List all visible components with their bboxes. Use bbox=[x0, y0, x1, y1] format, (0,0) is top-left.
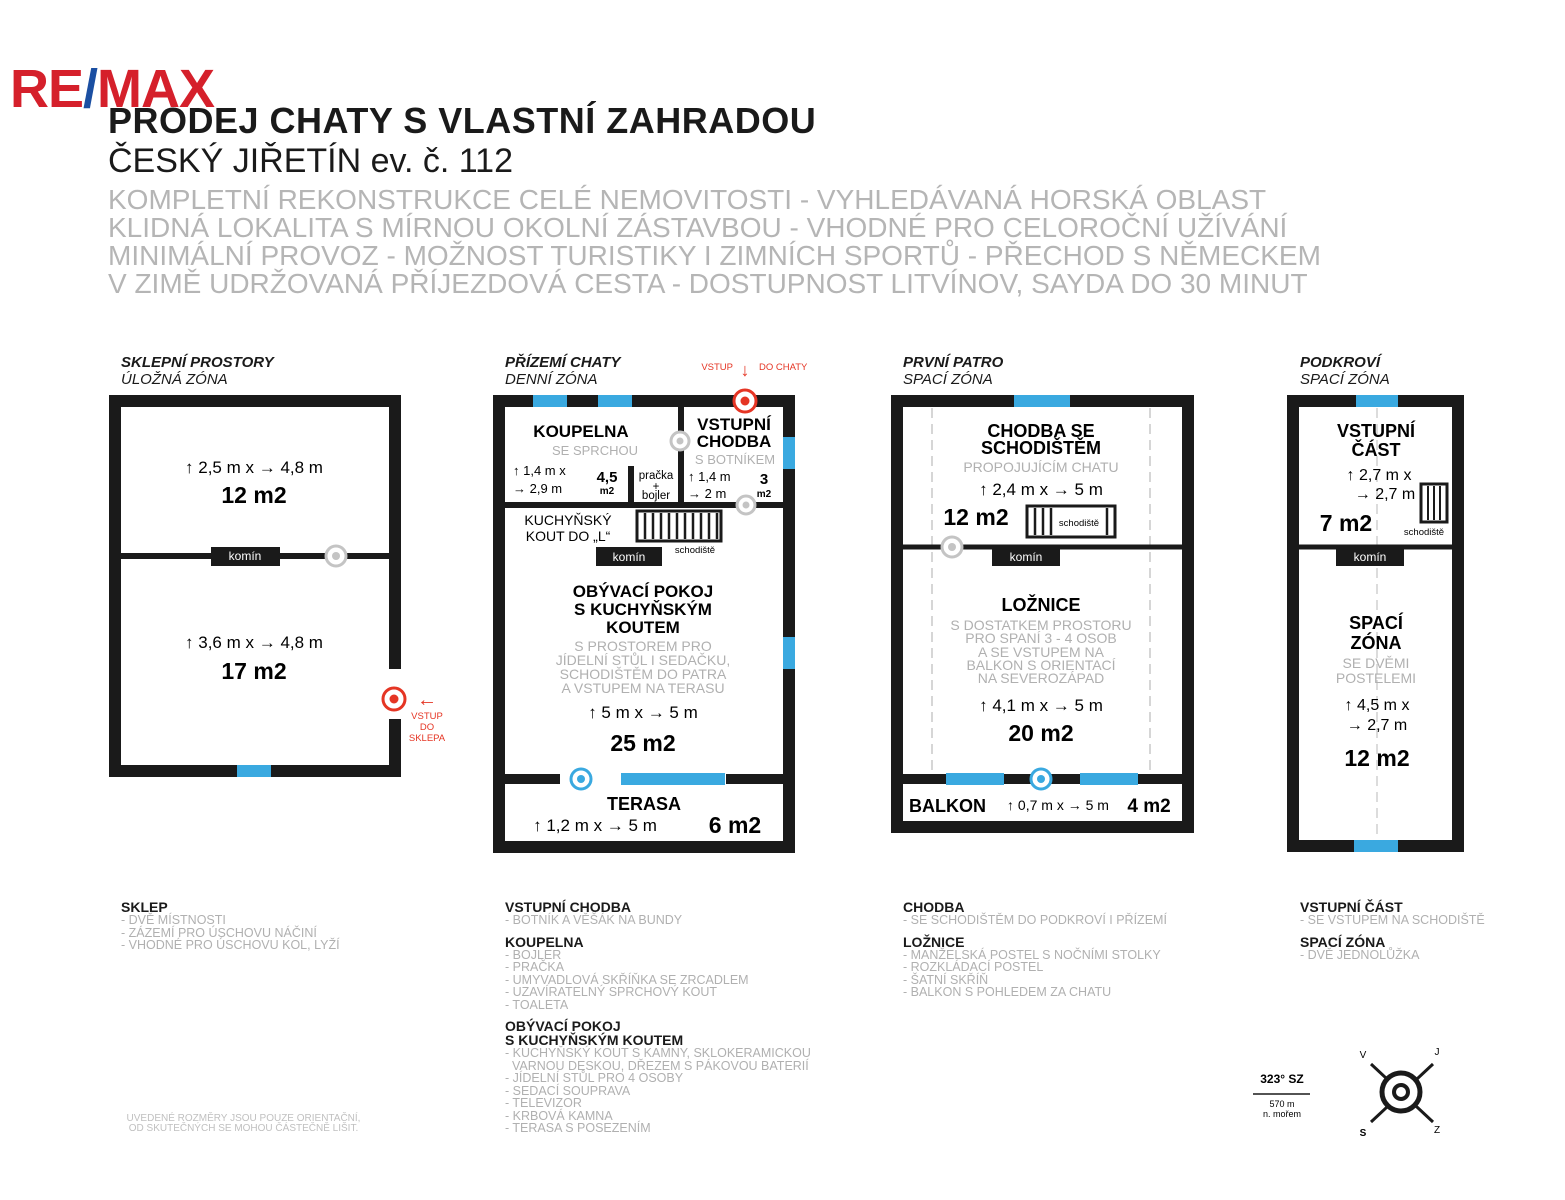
stairs-label: schodiště bbox=[1058, 518, 1100, 529]
room-area-unit: m2 bbox=[599, 486, 615, 497]
room-dims: ↑ 1,4 m x bbox=[513, 463, 566, 478]
room-name: KOUTEM bbox=[606, 618, 680, 637]
room-area: 20 m2 bbox=[1008, 720, 1074, 746]
room-area: 25 m2 bbox=[610, 730, 676, 756]
room-area: 12 m2 bbox=[221, 482, 287, 508]
page-subtitle: ČESKÝ JIŘETÍN ev. č. 112 bbox=[108, 142, 513, 180]
room-dims: → 2,7 m bbox=[1346, 717, 1408, 734]
desc-item: - SE SCHODIŠTĚM DO PODKROVÍ I PŘÍZEMÍ bbox=[903, 913, 1167, 927]
desc-item: - DVĚ MÍSTNOSTI bbox=[121, 913, 226, 927]
room-name: KOUPELNA bbox=[533, 422, 629, 441]
compass-label: J bbox=[1434, 1047, 1440, 1058]
room-sub: A SE VSTUPEM NA bbox=[977, 644, 1105, 660]
room-sub: PRO SPANÍ 3 - 4 OSOB bbox=[965, 630, 1117, 646]
desc-item: - KRBOVÁ KAMNA bbox=[505, 1108, 613, 1123]
compass bbox=[1253, 1047, 1440, 1139]
room-name: CHODBA SE bbox=[987, 421, 1095, 441]
window bbox=[946, 773, 1004, 785]
section-subtitle: ÚLOŽNÁ ZÓNA bbox=[121, 371, 228, 388]
room-name: ČÁST bbox=[1351, 440, 1401, 460]
desc-item: - SEDACÍ SOUPRAVA bbox=[505, 1083, 631, 1098]
room-name: LOŽNICE bbox=[1001, 595, 1081, 615]
room-name: S KUCHYŇSKÝM bbox=[574, 600, 712, 619]
kitchen-label: KUCHYŇSKÝ bbox=[524, 512, 612, 528]
desc-heading: LOŽNICE bbox=[903, 933, 965, 950]
room-sub: SCHODIŠTĚM DO PATRA bbox=[559, 666, 727, 682]
room-area: 17 m2 bbox=[221, 658, 287, 684]
window bbox=[1356, 395, 1398, 407]
orientation-label: 323° SZ bbox=[1260, 1072, 1304, 1086]
desc-item: - BALKON S POHLEDEM ZA CHATU bbox=[903, 985, 1112, 999]
entrance-label: DO bbox=[419, 722, 435, 733]
room-sub: A VSTUPEM NA TERASU bbox=[561, 680, 725, 696]
laundry-label: pračka bbox=[638, 470, 674, 482]
window bbox=[1014, 395, 1070, 407]
room-name: BALKON bbox=[909, 796, 986, 816]
page-title: PRODEJ CHATY S VLASTNÍ ZAHRADOU bbox=[108, 100, 817, 141]
chimney-label: komín bbox=[1353, 550, 1387, 564]
room-sub: NA SEVEROZÁPAD bbox=[977, 670, 1105, 686]
entrance-marker-icon bbox=[390, 695, 399, 704]
desc-heading: SPACÍ ZÓNA bbox=[1300, 933, 1386, 950]
stairs-label: schodiště bbox=[1403, 527, 1445, 538]
section-subtitle: DENNÍ ZÓNA bbox=[505, 371, 598, 388]
room-dims: ↑ 2,4 m x → 5 m bbox=[979, 480, 1103, 499]
ground-floor-plan bbox=[499, 360, 808, 847]
altitude-label: 570 m bbox=[1269, 1099, 1295, 1109]
section-title: PŘÍZEMÍ CHATY bbox=[505, 354, 621, 371]
disclaimer-line: OD SKUTEČNÝCH SE MOHOU ČÁSTEČNĚ LIŠIT. bbox=[128, 1123, 359, 1134]
kitchen-label: KOUT DO „L“ bbox=[525, 528, 611, 544]
room-sub: S BOTNÍKEM bbox=[694, 452, 776, 467]
feature-line: KLIDNÁ LOKALITA S MÍRNOU OKOLNÍ ZÁSTAVBOU - VHODNÉ PRO CELOROČNÍ UŽÍVÁNÍ bbox=[108, 212, 1288, 243]
desc-heading: VSTUPNÍ CHODBA bbox=[505, 899, 632, 915]
room-area: 4,5 bbox=[596, 469, 618, 486]
entrance-label: VSTUP bbox=[701, 362, 733, 373]
room-area-unit: m2 bbox=[756, 489, 772, 500]
chimney-label: komín bbox=[1009, 550, 1043, 564]
room-dims: ↑ 5 m x → 5 m bbox=[588, 703, 698, 722]
balcony-door-marker-icon bbox=[1037, 775, 1045, 783]
desc-column-basement bbox=[121, 900, 340, 952]
room-dims: ↑ 0,7 m x → 5 m bbox=[1007, 797, 1109, 813]
room-dims: → 2,7 m bbox=[1354, 486, 1416, 503]
drain-icon bbox=[677, 438, 684, 445]
arrow-left-icon: ← bbox=[417, 689, 437, 711]
desc-column-ground bbox=[505, 900, 811, 1135]
terrace-door-marker-icon bbox=[577, 775, 585, 783]
room-name: VSTUPNÍ bbox=[697, 415, 771, 434]
drain-icon bbox=[948, 543, 956, 551]
desc-item: VARNOU DESKOU, DŘEZEM S PÁKOVOU BATERIÍ bbox=[505, 1058, 809, 1073]
room-area: 12 m2 bbox=[1344, 745, 1410, 771]
room-sub: PROPOJUJÍCÍM CHATU bbox=[963, 459, 1119, 475]
room-dims: → 2 m bbox=[688, 486, 727, 501]
window bbox=[783, 637, 795, 669]
remax-logo: RE/MAX bbox=[10, 59, 215, 119]
desc-heading: CHODBA bbox=[903, 899, 965, 915]
room-sub: SE SPRCHOU bbox=[552, 443, 638, 458]
room-name: VSTUPNÍ bbox=[1336, 421, 1416, 441]
desc-item: - KUCHYŇSKÝ KOUT S KAMNY, SKLOKERAMICKOU bbox=[505, 1046, 811, 1060]
room-name: ZÓNA bbox=[1350, 633, 1402, 653]
compass-label: V bbox=[1359, 1050, 1367, 1061]
room-name: OBÝVACÍ POKOJ bbox=[572, 582, 714, 601]
feature-line: KOMPLETNÍ REKONSTRUKCE CELÉ NEMOVITOSTI - VYHLEDÁVANÁ HORSKÁ OBLAST bbox=[108, 184, 1267, 215]
first-floor-plan bbox=[897, 395, 1188, 827]
drain-icon bbox=[743, 502, 750, 509]
laundry-label: + bbox=[652, 481, 660, 493]
desc-item: - UMYVADLOVÁ SKŘÍŇKA SE ZRCADLEM bbox=[505, 972, 749, 987]
desc-item: - UZAVÍRATELNÝ SPRCHOVÝ KOUT bbox=[505, 985, 718, 999]
window bbox=[598, 395, 632, 407]
room-sub: POSTELEMI bbox=[1335, 670, 1417, 686]
desc-heading: VSTUPNÍ ČÁST bbox=[1300, 899, 1403, 915]
desc-column-first-floor bbox=[903, 900, 1167, 999]
window bbox=[533, 395, 567, 407]
desc-heading: KOUPELNA bbox=[505, 933, 584, 950]
section-title: PRVNÍ PATRO bbox=[903, 354, 1004, 371]
desc-column-attic bbox=[1300, 900, 1485, 961]
room-area: 3 bbox=[759, 471, 769, 488]
desc-item: - SE VSTUPEM NA SCHODIŠTĚ bbox=[1300, 913, 1485, 927]
room-dims: ↑ 4,5 m x bbox=[1344, 697, 1410, 714]
section-subtitle: SPACÍ ZÓNA bbox=[903, 371, 993, 388]
room-area: 12 m2 bbox=[943, 504, 1009, 530]
room-sub: JÍDELNÍ STŮL I SEDAČKU, bbox=[555, 652, 731, 668]
basement-walls bbox=[115, 401, 395, 771]
desc-item: - ŠATNÍ SKŘÍŇ bbox=[903, 972, 989, 987]
compass-label: S bbox=[1359, 1128, 1367, 1139]
desc-heading: OBÝVACÍ POKOJ bbox=[505, 1018, 621, 1034]
room-sub: S DOSTATKEM PROSTORU bbox=[950, 617, 1132, 633]
room-sub: S PROSTOREM PRO bbox=[574, 638, 712, 654]
drain-icon bbox=[332, 552, 340, 560]
feature-line: MINIMÁLNÍ PROVOZ - MOŽNOST TURISTIKY I ZIMNÍCH SPORTŮ - PŘECHOD S NĚMECKEM bbox=[108, 240, 1321, 271]
room-area: 4 m2 bbox=[1127, 796, 1171, 817]
dimensions-disclaimer bbox=[116, 1114, 371, 1134]
window bbox=[1080, 773, 1138, 785]
room-dims: ↑ 2,5 m x → 4,8 m bbox=[185, 458, 323, 477]
desc-item: - TELEVIZOR bbox=[505, 1096, 582, 1110]
room-area: 7 m2 bbox=[1319, 510, 1373, 536]
compass-center-icon bbox=[1394, 1085, 1408, 1099]
room-area: 6 m2 bbox=[708, 812, 762, 838]
room-dims: ↑ 1,4 m bbox=[688, 469, 731, 484]
desc-item: - ROZKLÁDACÍ POSTEL bbox=[903, 960, 1044, 974]
arrow-down-icon: ↓ bbox=[740, 360, 750, 380]
window bbox=[783, 437, 795, 469]
desc-heading: S KUCHYŇSKÝM KOUTEM bbox=[505, 1032, 684, 1048]
room-dims: ↑ 1,2 m x → 5 m bbox=[533, 816, 657, 835]
entrance-marker-icon bbox=[741, 397, 750, 406]
room-dims: ↑ 2,7 m x bbox=[1346, 467, 1412, 484]
chimney-label: komín bbox=[228, 549, 262, 563]
laundry-label: bojler bbox=[641, 490, 671, 502]
desc-heading: SKLEP bbox=[121, 899, 168, 915]
desc-item: - DVĚ JEDNOLŮŽKA bbox=[1300, 947, 1420, 962]
desc-item: - TOALETA bbox=[505, 997, 569, 1012]
entrance-label: SKLEPA bbox=[408, 733, 446, 744]
chimney-label: komín bbox=[612, 550, 646, 564]
desc-item: - BOTNÍK A VĚŠÁK NA BUNDY bbox=[505, 913, 683, 927]
room-sub: SE DVĚMI bbox=[1342, 655, 1410, 671]
room-name: SPACÍ bbox=[1349, 613, 1403, 633]
desc-item: - MANŽELSKÁ POSTEL S NOČNÍMI STOLKY bbox=[903, 947, 1161, 962]
window bbox=[1354, 840, 1398, 852]
disclaimer-line: UVEDENÉ ROZMĚRY JSOU POUZE ORIENTAČNÍ, bbox=[126, 1113, 361, 1124]
section-title: SKLEPNÍ PROSTORY bbox=[121, 354, 274, 371]
desc-item: - JÍDELNÍ STŮL PRO 4 OSOBY bbox=[505, 1071, 684, 1085]
room-name: CHODBA bbox=[696, 432, 772, 451]
room-name: TERASA bbox=[606, 794, 682, 814]
section-subtitle: SPACÍ ZÓNA bbox=[1300, 371, 1390, 388]
terrace-door bbox=[621, 773, 725, 785]
window bbox=[237, 765, 271, 777]
feature-line: V ZIMĚ UDRŽOVANÁ PŘÍJEZDOVÁ CESTA - DOSTUPNOST LITVÍNOV, SAYDA DO 30 MINUT bbox=[108, 268, 1308, 299]
basement-plan bbox=[115, 401, 446, 777]
stairs-label: schodiště bbox=[674, 545, 716, 556]
entrance-label: VSTUP bbox=[411, 711, 443, 722]
room-dims: ↑ 3,6 m x → 4,8 m bbox=[185, 633, 323, 652]
desc-item: - BOJLER bbox=[505, 947, 562, 962]
compass-label: Z bbox=[1433, 1125, 1441, 1136]
desc-item: - ZÁZEMÍ PRO ÚSCHOVU NÁČINÍ bbox=[121, 925, 317, 940]
attic-plan bbox=[1293, 395, 1458, 852]
entrance-label: DO CHATY bbox=[759, 362, 808, 373]
desc-item: - PRAČKA bbox=[505, 960, 565, 974]
altitude-label: n. mořem bbox=[1262, 1109, 1302, 1119]
room-sub: BALKON S ORIENTACÍ bbox=[966, 657, 1116, 673]
desc-item: - VHODNÉ PRO ÚSCHOVU KOL, LYŽÍ bbox=[121, 938, 340, 952]
desc-item: - TERASA S POSEZENÍM bbox=[505, 1121, 651, 1135]
room-name: SCHODIŠTĚM bbox=[980, 438, 1102, 458]
room-dims: → 2,9 m bbox=[513, 481, 563, 496]
section-title: PODKROVÍ bbox=[1300, 354, 1381, 371]
room-dims: ↑ 4,1 m x → 5 m bbox=[979, 696, 1103, 715]
